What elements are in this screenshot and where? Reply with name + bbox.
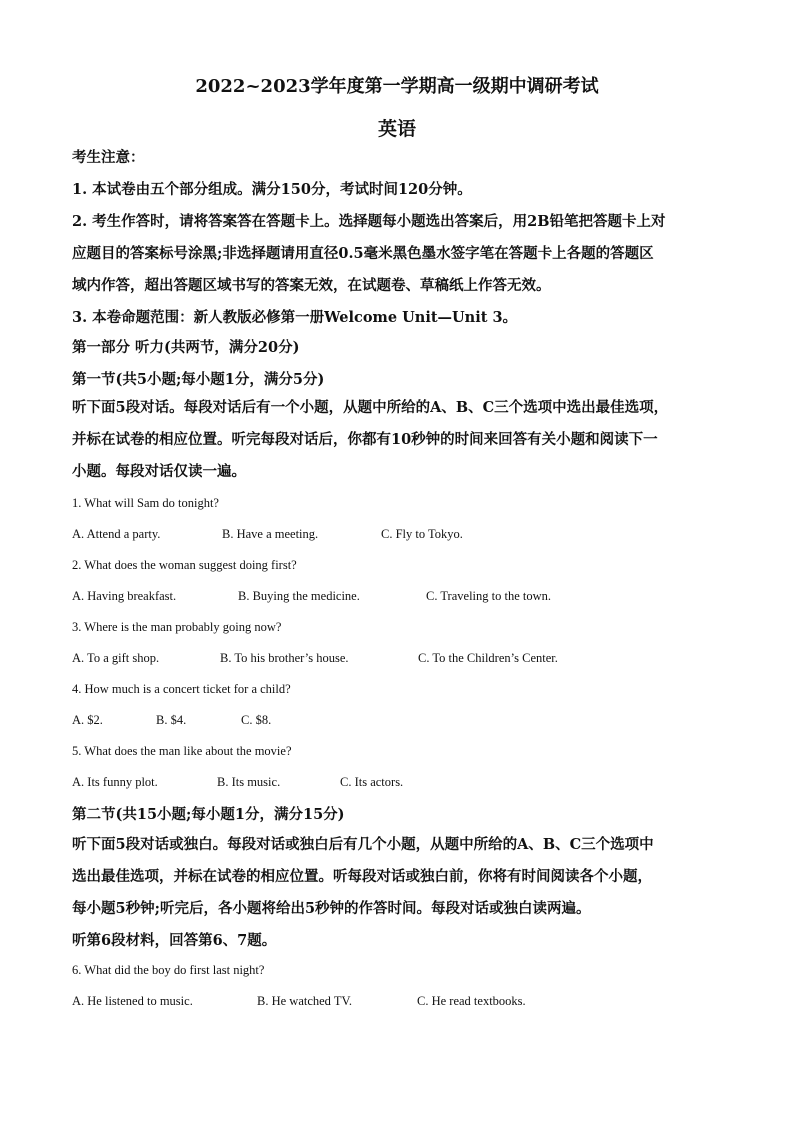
option-c: C. Traveling to the town.	[426, 589, 552, 603]
section2-heading: 第二节(共15小题;每小题1分，满分15分)	[72, 806, 345, 823]
question-text: 6. What did the boy do first last night?	[72, 963, 265, 977]
part1-headings	[72, 332, 732, 396]
notes-line: 1. 本试卷由五个部分组成。满分150分，考试时间120分钟。	[72, 181, 472, 198]
section2-heading-block	[72, 799, 732, 831]
directions-line: 听第6段材料，回答第6、7题。	[72, 932, 277, 949]
part1-heading: 第一部分 听力(共两节，满分20分)	[72, 339, 300, 356]
option-b: B. Its music.	[217, 775, 281, 789]
option-b: B. To his brother’s house.	[220, 651, 349, 665]
directions-line: 每小题5秒钟;听完后，各小题将给出5秒钟的作答时间。每段对话或独白读两遍。	[72, 900, 591, 917]
option-c: C. Fly to Tokyo.	[381, 527, 463, 541]
directions-line: 听下面5段对话或独白。每段对话或独白后有几个小题，从题中所给的A、B、C三个选项中	[72, 836, 654, 853]
option-b: B. He watched TV.	[257, 994, 353, 1008]
question-options	[72, 643, 732, 674]
option-b: B. $4.	[156, 713, 187, 727]
notes-line: 应题目的答案标号涂黑;非选择题请用直径0.5毫米黑色墨水签字笔在答题卡上各题的答题区	[72, 245, 654, 262]
option-c: C. To the Children’s Center.	[418, 651, 558, 665]
exam-subject: 英语	[377, 118, 416, 140]
question-text: 5. What does the man like about the movie?	[72, 744, 292, 758]
question-text: 2. What does the woman suggest doing first?	[72, 558, 297, 572]
option-b: B. Have a meeting.	[222, 527, 319, 541]
question-options	[72, 705, 732, 736]
option-a: A. To a gift shop.	[72, 651, 160, 665]
notes-line: 3. 本卷命题范围：新人教版必修第一册Welcome Unit—Unit 3。	[72, 309, 518, 326]
notes-line: 2. 考生作答时，请将答案答在答题卡上。选择题每小题选出答案后，用2B铅笔把答题卡上对	[72, 213, 666, 230]
notes-heading: 考生注意：	[72, 149, 145, 166]
section1-questions	[72, 488, 732, 798]
question-text: 3. Where is the man probably going now?	[72, 620, 282, 634]
directions-line: 听下面5段对话。每段对话后有一个小题，从题中所给的A、B、C三个选项中选出最佳选项，	[72, 399, 669, 416]
option-a: A. Attend a party.	[72, 527, 161, 541]
section2-questions	[72, 955, 732, 1017]
question-options	[72, 519, 732, 550]
directions-line: 小题。每段对话仅读一遍。	[72, 463, 246, 480]
notes-line: 域内作答，超出答题区域书写的答案无效，在试题卷、草稿纸上作答无效。	[72, 277, 551, 294]
option-a: A. He listened to music.	[72, 994, 193, 1008]
option-c: C. $8.	[241, 713, 272, 727]
section2-directions	[72, 829, 732, 957]
question-text: 4. How much is a concert ticket for a child?	[72, 682, 291, 696]
option-b: B. Buying the medicine.	[238, 589, 360, 603]
question-options	[72, 986, 732, 1017]
option-a: A. Its funny plot.	[72, 775, 158, 789]
candidate-notes	[72, 142, 732, 334]
section1-heading: 第一节(共5小题;每小题1分，满分5分)	[72, 371, 325, 388]
question-options	[72, 767, 732, 798]
question-options	[72, 581, 732, 612]
exam-title: 2022~2023学年度第一学期高一级期中调研考试	[195, 76, 599, 97]
option-c: C. He read textbooks.	[417, 994, 526, 1008]
option-a: A. Having breakfast.	[72, 589, 177, 603]
directions-line: 并标在试卷的相应位置。听完每段对话后，你都有10秒钟的时间来回答有关小题和阅读下一	[72, 431, 658, 448]
directions-line: 选出最佳选项，并标在试卷的相应位置。听每段对话或独白前，你将有时间阅读各个小题，	[72, 868, 652, 885]
option-a: A. $2.	[72, 713, 103, 727]
question-text: 1. What will Sam do tonight?	[72, 496, 219, 510]
option-c: C. Its actors.	[340, 775, 404, 789]
section1-directions	[72, 392, 732, 488]
